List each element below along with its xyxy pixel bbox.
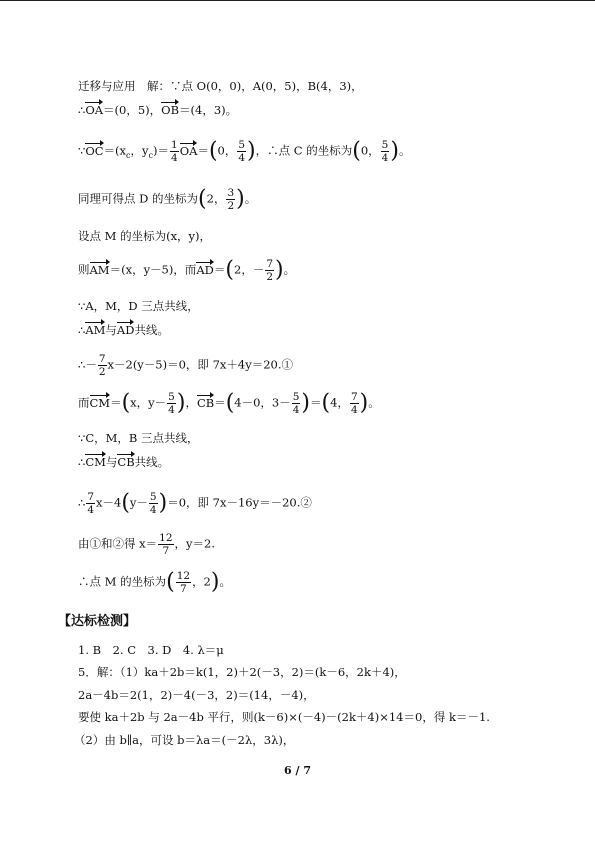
text: 2，－ (234, 262, 265, 277)
fraction: $\frac{3}{2}$ (227, 187, 235, 212)
solution-line-3: $\because OC=(x_c$，$y_c)=$ $\frac{1}{4}$ OA＝(0， $\frac{5}{4}$ )，∴点 C 的坐标为(0， $\frac{5}{4}$ )。 (78, 138, 411, 164)
text: 0， (360, 143, 380, 158)
vector-ad: AD (116, 323, 135, 337)
text: 。 (283, 262, 296, 277)
text: ＝(4，3)。 (179, 103, 238, 117)
vector-cb: CB (196, 395, 215, 410)
text: ＝(x，y－5)，而 (109, 262, 197, 277)
text: ∴ (78, 103, 86, 117)
solution-line-11 (78, 429, 199, 447)
text: 则 (78, 262, 90, 277)
text: 共线。 (134, 323, 169, 337)
text: ＝ (213, 262, 226, 277)
text: ＝0，即 7x－16y＝－20.② (167, 495, 312, 510)
text: ∴ (78, 455, 86, 469)
text: ＝ (214, 395, 226, 410)
subscript: c (148, 150, 154, 160)
text: 与 (105, 323, 117, 337)
text: ，y (130, 143, 149, 158)
fraction: $\frac{5}{4}$ (292, 391, 300, 416)
text: x，y－ (130, 395, 167, 410)
solution-line-7 (78, 297, 199, 315)
vector-oc: OC (85, 143, 104, 158)
vector-cm: CM (85, 455, 106, 469)
solution-line-2 (78, 101, 237, 119)
section-title: 【达标检测】 (58, 614, 137, 629)
text: ∴ (78, 495, 86, 510)
fraction: $\frac{7}{4}$ (87, 491, 95, 516)
fraction: $\frac{1}{4}$ (171, 139, 178, 164)
vector-ob: OB (161, 103, 180, 117)
solution-line-8 (78, 321, 169, 339)
fraction: $\frac{12}{7}$ (159, 532, 173, 557)
vector-oa: OA (179, 143, 198, 158)
text: ∵C，M，B 三点共线， (78, 431, 199, 445)
solution-line-1 (78, 77, 363, 95)
text: 共线。 (134, 455, 170, 469)
text: 2， (206, 191, 226, 206)
text: 4， (330, 395, 349, 410)
text: ，y＝2. (174, 536, 215, 551)
fraction: $\frac{7}{2}$ (98, 353, 106, 378)
answer-line-2: 5．解：（1）ka＋2b＝k(1，2)＋2(－3，2)＝(k－6，2k＋4)， (78, 665, 406, 679)
text: 。 (368, 395, 380, 410)
text: ＝ (310, 395, 322, 410)
solution-line-9 (78, 353, 293, 378)
vector-oa: OA (85, 103, 104, 117)
text: ∵ (78, 143, 86, 158)
text: ＝(x (103, 143, 127, 158)
solution-line-13: ∴ $\frac{7}{4}$ x－4(y－ $\frac{5}{4}$ )＝0，即 7x－16y＝－20.② (78, 490, 312, 516)
text: ， (185, 395, 197, 410)
text: 而 (78, 395, 90, 410)
text: 同理可得点 D 的坐标为 (78, 191, 199, 206)
text: )＝ (153, 143, 170, 158)
fraction: $\frac{5}{4}$ (168, 391, 175, 416)
text: y－ (129, 495, 148, 510)
text: 迁移与应用 解：∵点 O(0，0)，A(0，5)，B(4，3)， (78, 79, 363, 93)
text: 由①和②得 x＝ (78, 536, 158, 551)
solution-line-12 (78, 453, 169, 471)
vector-cb: CB (117, 455, 135, 469)
text: ＝(0，5)， (103, 103, 162, 117)
vector-am: AM (89, 262, 110, 277)
subscript: c (126, 150, 131, 160)
solution-line-4: 同理可得点 D 的坐标为(2， $\frac{3}{2}$ )。 (78, 186, 257, 212)
answer-line-1: 1. B 2. C 3. D 4. λ＝μ (78, 643, 224, 657)
vector-cm: CM (89, 395, 111, 410)
solution-line-6: 则AM＝(x，y－5)，而AD＝(2，－ $\frac{7}{2}$ )。 (78, 257, 296, 283)
fraction: $\frac{7}{2}$ (266, 258, 274, 283)
text: ，2 (192, 574, 211, 589)
text: ＝ (110, 395, 122, 410)
text: ∵A，M，D 三点共线， (78, 299, 199, 313)
text: 。 (244, 191, 257, 206)
text: 0， (217, 143, 237, 158)
answer-line-4: 要使 ka＋2b 与 2a－4b 平行，则(k－6)×(－4)－(2k＋4)×14＝0，得 k＝－1. (78, 710, 490, 724)
fraction: $\frac{5}{4}$ (381, 139, 389, 164)
fraction: $\frac{5}{4}$ (238, 139, 246, 164)
text: ∴点 M 的坐标为 (78, 574, 167, 589)
text: ∴ (78, 323, 86, 337)
text: x－2(y－5)＝0，即 7x＋4y＝20.① (107, 357, 293, 372)
solution-line-14 (78, 532, 215, 557)
fraction: $\frac{7}{4}$ (350, 391, 358, 416)
text: ，∴点 C 的坐标为 (255, 143, 353, 158)
text: 。 (398, 143, 411, 158)
fraction: $\frac{12}{7}$ (176, 570, 191, 595)
text: 4－0，3－ (234, 395, 291, 410)
solution-line-10: 而CM＝(x，y－ $\frac{5}{4}$ )，CB＝(4－0，3－ $\frac{5}{4}$ )＝(4， $\frac{7}{4}$ )。 (78, 390, 380, 416)
text: 设点 M 的坐标为(x，y)， (78, 229, 212, 243)
vector-ad: AD (196, 262, 214, 277)
top-rule (0, 0, 595, 1)
fraction: $\frac{5}{4}$ (149, 491, 157, 516)
text: 与 (105, 455, 118, 469)
solution-line-15: ∴点 M 的坐标为( $\frac{12}{7}$ ，2)。 (78, 569, 231, 595)
text: ∴－ (78, 357, 97, 372)
vector-am: AM (85, 323, 106, 337)
text: 。 (219, 574, 231, 589)
solution-line-5 (78, 227, 211, 245)
answer-line-3: 2a－4b＝2(1，2)－4(－3，2)＝(14，－4)， (78, 688, 315, 702)
text: x－4 (96, 495, 122, 510)
text: ＝ (197, 143, 209, 158)
page-number: 6 / 7 (284, 764, 311, 777)
answer-line-5: （2）由 b∥a，可设 b＝λa＝(－2λ，3λ)， (74, 733, 295, 747)
